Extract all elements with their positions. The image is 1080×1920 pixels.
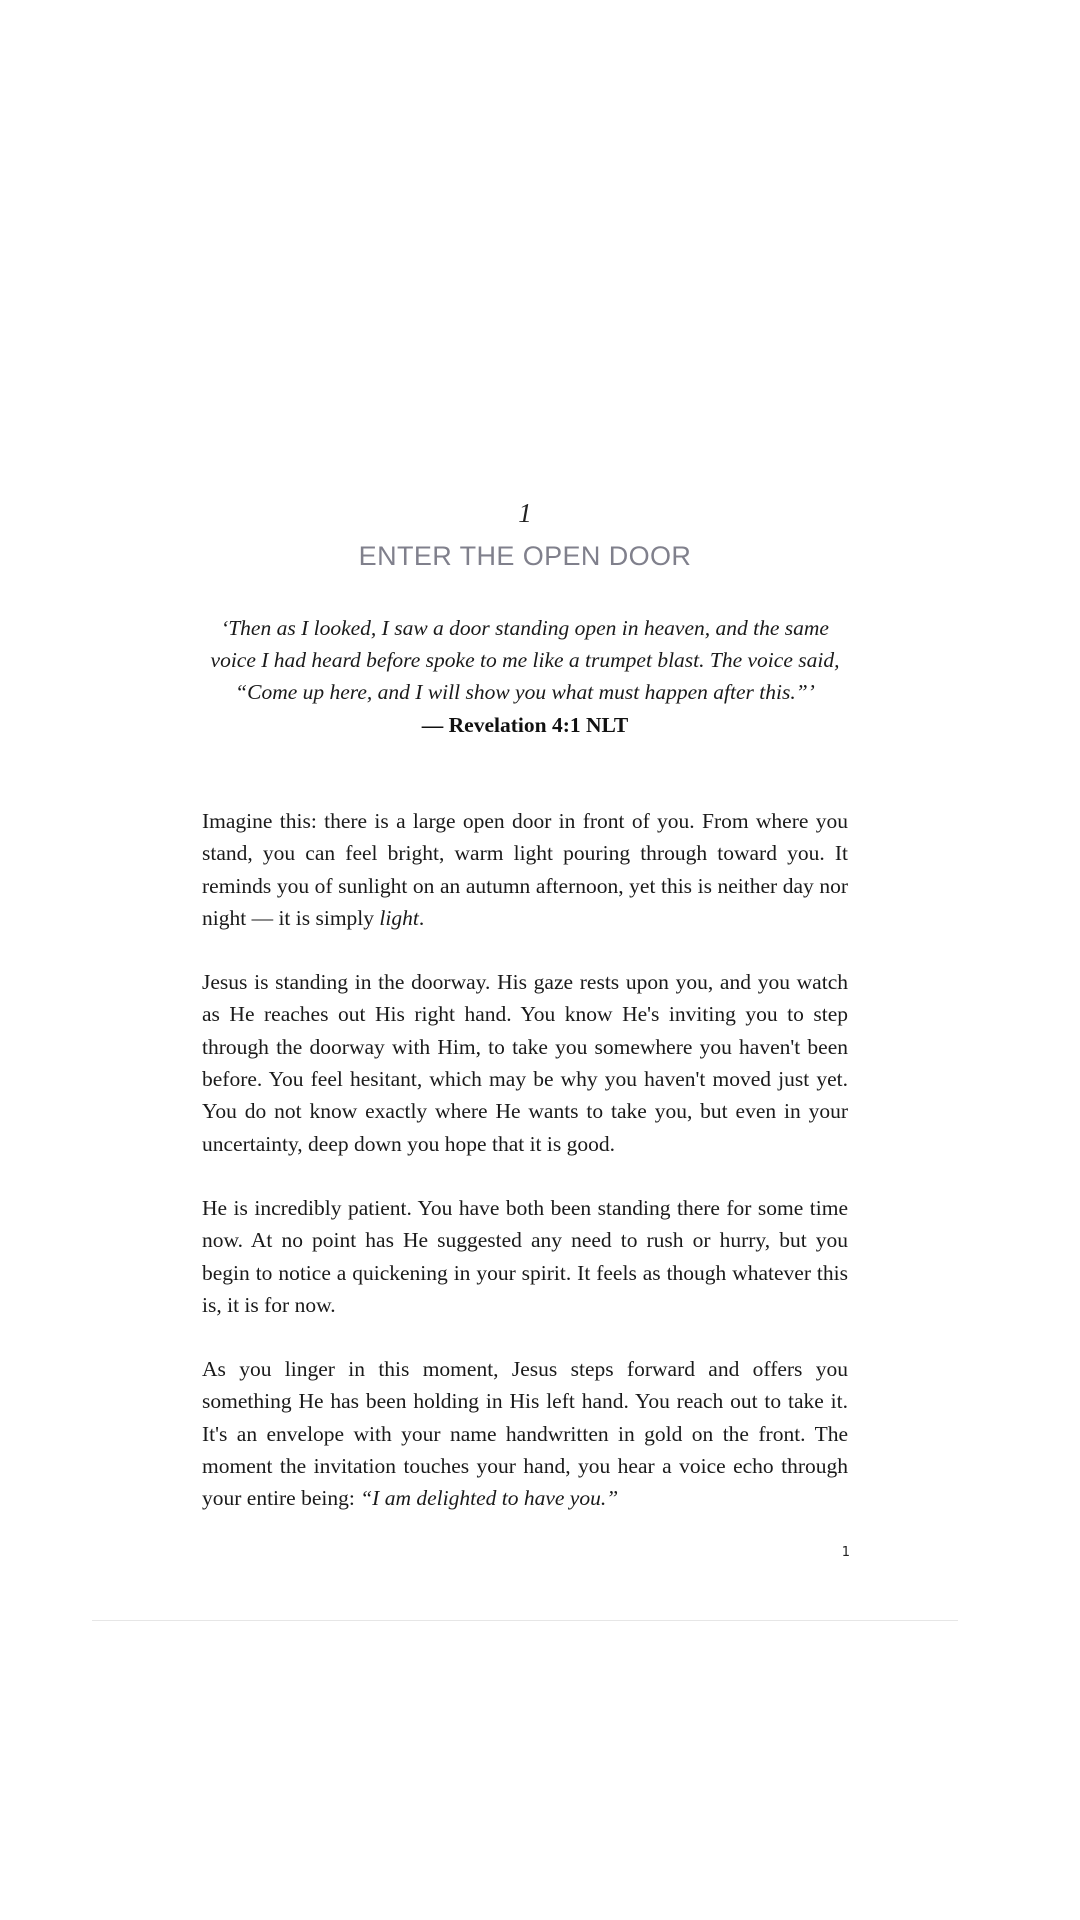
body-paragraph-1 [202,805,848,934]
paragraph-text: Imagine this: there is a large open door in front of you. From where you stand, you can feel bright, warm light pouring through toward you. It reminds you of sunlight on an autumn afternoon, yet this is neither day nor night — it is simply [202,809,848,930]
paragraph-text: . [418,905,425,930]
emphasis-text: light [379,905,419,930]
paragraph-text: As you linger in this moment, Jesus steps forward and offers you something He has been holding in His left hand. You reach out to take it. It's an envelope with your name handwritten in gold on the front. The moment the invitation touches your hand, you hear a voice echo through your entire being: [202,1357,848,1511]
epigraph-citation: — Revelation 4:1 NLT [421,713,629,737]
emphasis-text: “I am delighted to have you.” [360,1486,619,1511]
page-divider [92,1620,958,1621]
body-paragraph-2: Jesus is standing in the doorway. His gaze rests upon you, and you watch as He reaches out His right hand. You know He's inviting you to step through the doorway with Him, to take you somewhere you haven't been before. You feel hesitant, which may be why you haven't moved just yet. You do not know exactly where He wants to take you, but even in your uncertainty, deep down you hope that it is good. [202,970,848,1156]
chapter-number: 1 [518,498,532,528]
body-paragraph-3: He is incredibly patient. You have both been standing there for some time now. At no point has He suggested any need to rush or hurry, but you begin to notice a quickening in your spirit. It feels as though whatever this is, it is for now. [202,1195,848,1317]
chapter-body [202,805,848,1515]
page-number: 1 [841,1545,850,1560]
body-paragraph-4 [202,1353,848,1514]
chapter-title: ENTER THE OPEN DOOR [358,541,692,571]
epigraph-quote: ‘Then as I looked, I saw a door standing open in heaven, and the same voice I had heard before spoke to me like a trumpet blast. The voice said, “Come up here, and I will show you what must happen after this.”’ [210,616,840,704]
